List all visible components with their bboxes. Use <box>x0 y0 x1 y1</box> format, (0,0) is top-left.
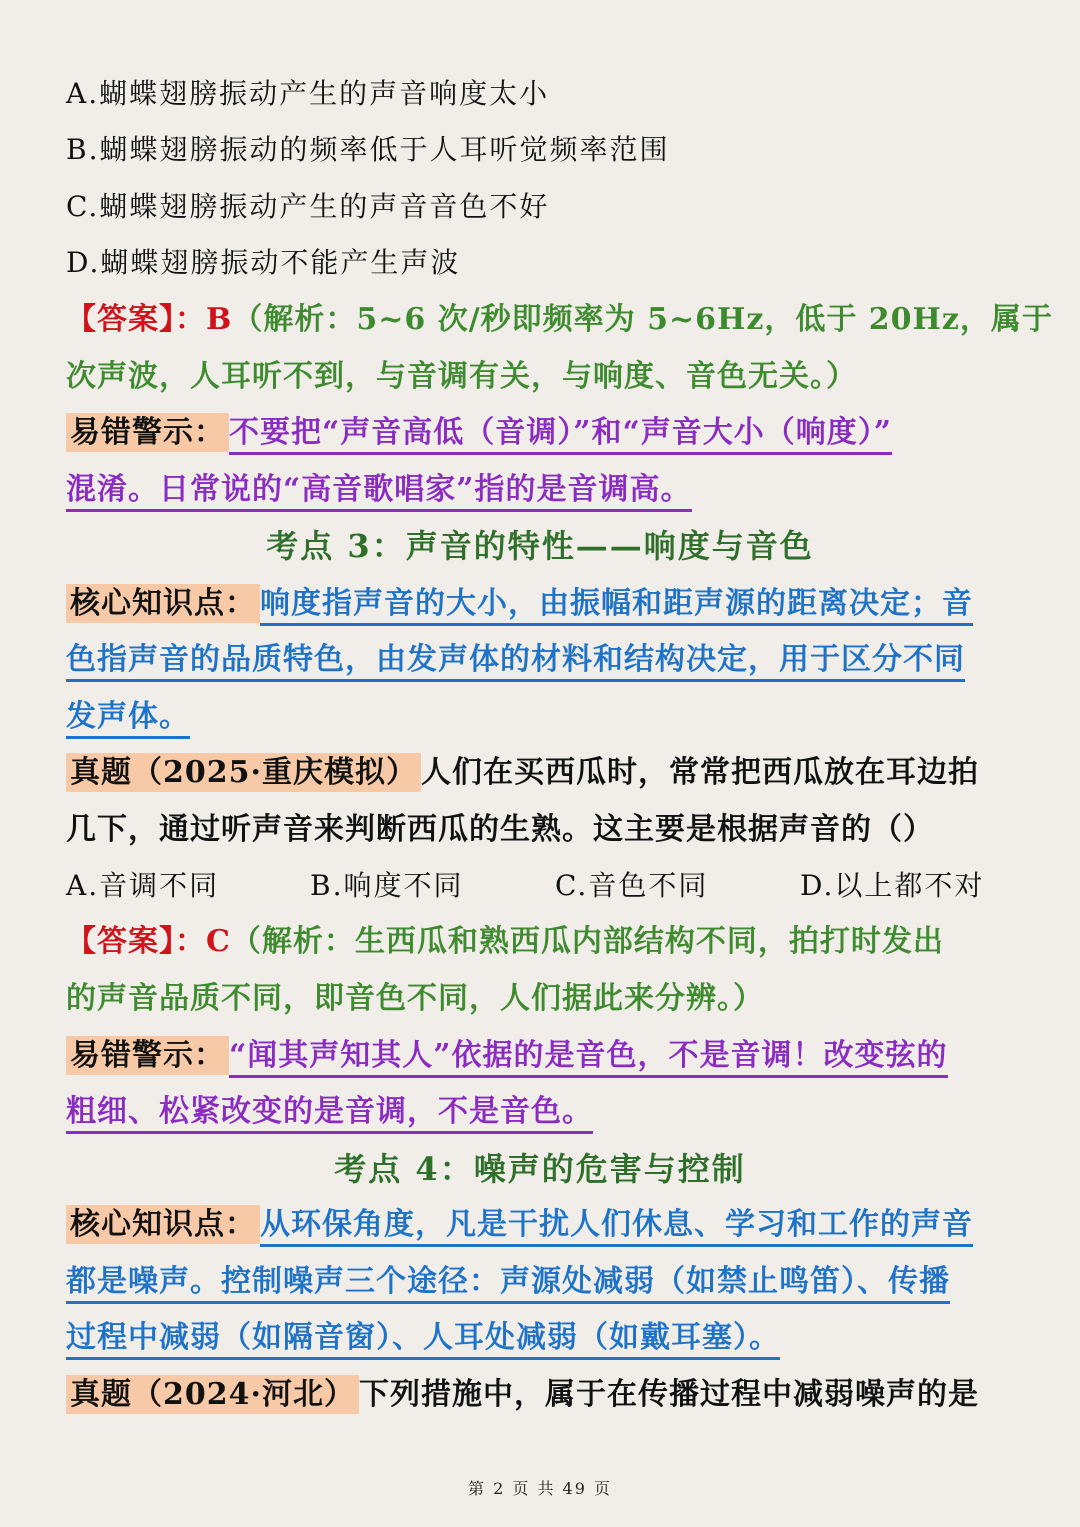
warning-line-2 <box>66 1092 1016 1132</box>
warning-text-cont: 粗细、松紧改变的是音调，不是音色。 <box>66 1094 593 1134</box>
section-heading-kp4: 考点 4：噪声的危害与控制 <box>334 1150 746 1188</box>
core-line-3 <box>66 1318 1016 1358</box>
answer-letter: B <box>206 302 233 337</box>
question-text-cont: 几下，通过听声音来判断西瓜的生熟。这主要是根据声音的（） <box>66 812 934 847</box>
answer-label: 【答案】： <box>66 302 206 337</box>
exam-question <box>66 1375 1016 1415</box>
answer-block <box>66 922 1016 962</box>
core-line-2 <box>66 640 1016 680</box>
warning-line-2 <box>66 470 1016 510</box>
warning-block <box>66 1036 1016 1076</box>
core-text: 响度指声音的大小，由振幅和距声源的距离决定；音 <box>260 586 973 626</box>
core-text-end: 发声体。 <box>66 699 190 739</box>
option-d: D.蝴蝶翅膀振动不能产生声波 <box>66 246 461 279</box>
option-c: C.音色不同 <box>555 869 709 902</box>
warning-block <box>66 413 1016 453</box>
warning-label: 易错警示： <box>66 413 229 452</box>
warning-text: “闻其声知其人”依据的是音色，不是音调！改变弦的 <box>229 1038 948 1078</box>
section-heading-kp3: 考点 3：声音的特性——响度与音色 <box>266 527 814 565</box>
exam-label: 真题（2025·重庆模拟） <box>66 753 421 792</box>
answer-explanation: （解析：5~6 次/秒即频率为 5~6Hz，低于 20Hz，属于 <box>232 302 1053 337</box>
option-b: B.蝴蝶翅膀振动的频率低于人耳听觉频率范围 <box>66 133 670 166</box>
answer-label: 【答案】： <box>66 924 206 959</box>
core-label: 核心知识点： <box>66 1205 260 1244</box>
option-c: C.蝴蝶翅膀振动产生的声音音色不好 <box>66 190 550 223</box>
question-text: 下列措施中，属于在传播过程中减弱噪声的是 <box>358 1377 979 1412</box>
option-d: D.以上都不对 <box>800 869 985 902</box>
option-b: B.响度不同 <box>310 869 464 902</box>
answer-block <box>66 300 1053 340</box>
core-knowledge-block <box>66 584 1016 624</box>
question-text: 人们在买西瓜时，常常把西瓜放在耳边拍 <box>420 755 979 790</box>
core-line-2 <box>66 1262 1016 1302</box>
core-text-cont: 色指声音的品质特色，由发声体的材料和结构决定，用于区分不同 <box>66 642 965 682</box>
warning-label: 易错警示： <box>66 1036 229 1075</box>
core-line-3 <box>66 697 1016 737</box>
exam-label: 真题（2024·河北） <box>66 1375 359 1414</box>
answer-explanation: （解析：生西瓜和熟西瓜内部结构不同，拍打时发出 <box>230 924 944 959</box>
core-label: 核心知识点： <box>66 584 260 623</box>
answer-letter: C <box>206 924 231 959</box>
option-a: A.音调不同 <box>66 869 220 902</box>
page-number: 第 2 页 共 49 页 <box>468 1479 612 1498</box>
warning-text-cont: 混淆。日常说的“高音歌唱家”指的是音调高。 <box>66 472 692 512</box>
answer-explanation-cont: 次声波，人耳听不到，与音调有关，与响度、音色无关。） <box>66 359 857 394</box>
exam-question <box>66 753 1016 793</box>
core-text-end: 过程中减弱（如隔音窗）、人耳处减弱（如戴耳塞）。 <box>66 1320 780 1360</box>
option-a: A.蝴蝶翅膀振动产生的声音响度太小 <box>66 77 550 110</box>
core-knowledge-block <box>66 1205 1016 1245</box>
answer-explanation-cont: 的声音品质不同，即音色不同，人们据此来分辨。） <box>66 981 764 1016</box>
warning-text: 不要把“声音高低（音调）”和“声音大小（响度）” <box>229 415 892 455</box>
core-text: 从环保角度，凡是干扰人们休息、学习和工作的声音 <box>260 1207 973 1247</box>
core-text-cont: 都是噪声。控制噪声三个途径：声源处减弱（如禁止鸣笛）、传播 <box>66 1264 950 1304</box>
